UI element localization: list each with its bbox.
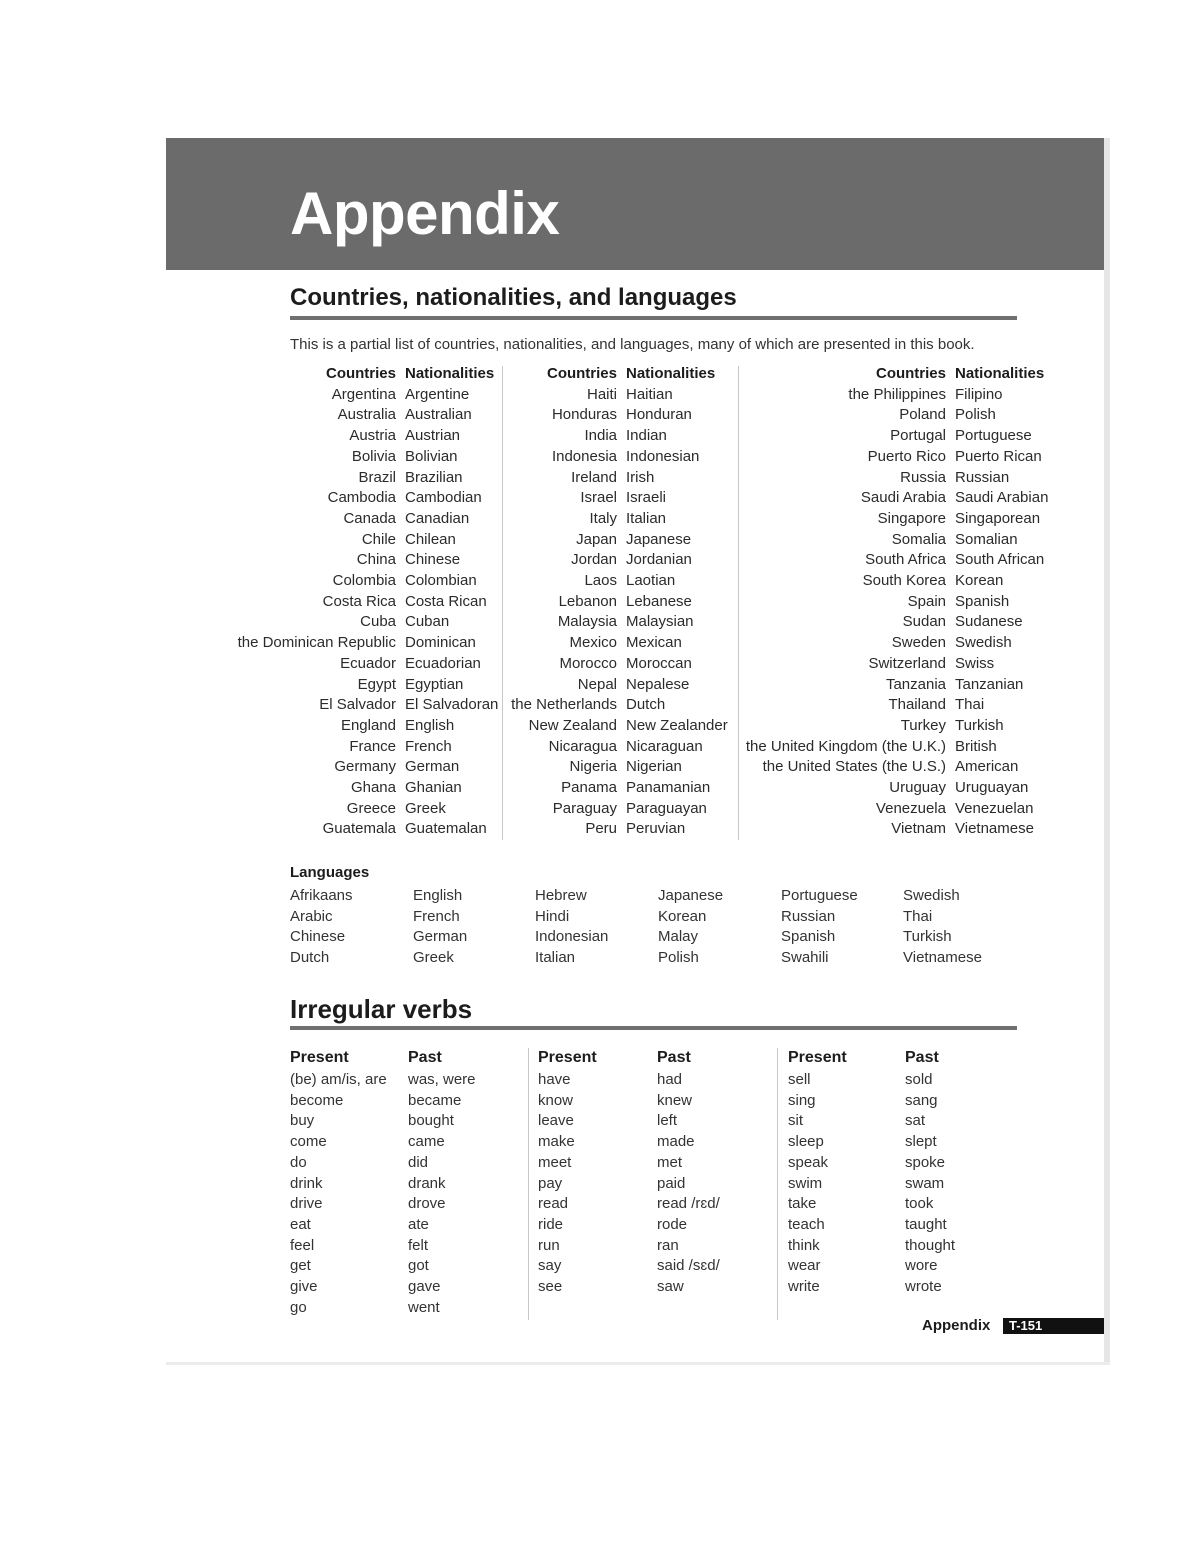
list-item: eat bbox=[290, 1215, 311, 1233]
list-item: Korean bbox=[955, 572, 1004, 590]
list-item: Jordan bbox=[571, 551, 617, 569]
nationalities-column-1 bbox=[405, 364, 498, 840]
verb-list bbox=[657, 1070, 720, 1298]
list-item: Nicaragua bbox=[548, 737, 617, 755]
verb-list bbox=[905, 1070, 955, 1298]
languages-column-4 bbox=[658, 886, 723, 969]
list-item: Russian bbox=[955, 468, 1010, 486]
list-item: Indian bbox=[626, 427, 667, 445]
languages-column-1 bbox=[290, 886, 353, 969]
list-item: get bbox=[290, 1257, 311, 1275]
list-item: had bbox=[657, 1071, 683, 1088]
list-item: Guatemalan bbox=[405, 820, 487, 838]
list-item: came bbox=[408, 1133, 445, 1151]
list-item: Honduran bbox=[626, 406, 692, 424]
list-item: Greek bbox=[405, 799, 446, 817]
list-item: Vietnamese bbox=[955, 820, 1034, 838]
list-item: Portuguese bbox=[781, 887, 858, 904]
column-header-countries: Countries bbox=[875, 365, 946, 382]
list-item: Swiss bbox=[955, 654, 995, 672]
list-item: Uruguayan bbox=[955, 779, 1029, 797]
list-item: sold bbox=[905, 1071, 933, 1088]
list-item: Spanish bbox=[781, 928, 836, 946]
list-item: Panamanian bbox=[626, 779, 711, 797]
countries-column-1 bbox=[238, 364, 396, 840]
list-item: Arabic bbox=[290, 907, 333, 925]
list-item: ran bbox=[657, 1236, 679, 1254]
list-item: wore bbox=[905, 1257, 938, 1275]
nationality-list bbox=[955, 385, 1048, 840]
list-item: Japanese bbox=[626, 530, 692, 548]
list-item: South Africa bbox=[865, 551, 946, 569]
list-item: teach bbox=[788, 1215, 825, 1233]
list-item: Tanzanian bbox=[955, 675, 1024, 693]
countries-section-title: Countries, nationalities, and languages bbox=[290, 284, 737, 311]
list-item: Turkey bbox=[900, 716, 946, 734]
list-item: Filipino bbox=[955, 385, 1003, 403]
list-item: met bbox=[657, 1153, 683, 1171]
list-item: Singaporean bbox=[955, 509, 1041, 527]
list-item: Guatemala bbox=[322, 820, 396, 838]
column-divider bbox=[777, 1048, 778, 1320]
list-item: Thai bbox=[903, 907, 933, 925]
list-item: Cambodia bbox=[327, 489, 396, 507]
list-item: Thai bbox=[955, 696, 985, 714]
list-item: Japan bbox=[576, 530, 617, 548]
column-header-nationalities: Nationalities bbox=[955, 365, 1045, 382]
list-item: said /sɛd/ bbox=[657, 1257, 720, 1275]
verbs-section-rule bbox=[290, 1026, 1017, 1030]
list-item: Israel bbox=[580, 489, 617, 507]
column-header-countries: Countries bbox=[546, 365, 617, 382]
countries-section-rule bbox=[290, 316, 1017, 320]
list-item: Italy bbox=[589, 509, 617, 527]
column-header-present: Present bbox=[290, 1049, 349, 1066]
list-item: sing bbox=[788, 1091, 816, 1109]
list-item: rode bbox=[657, 1215, 688, 1233]
list-item: Polish bbox=[658, 949, 699, 967]
list-item: Sweden bbox=[891, 634, 946, 652]
list-item: Malaysia bbox=[557, 613, 617, 631]
present-column-1 bbox=[290, 1046, 387, 1318]
list-item: Nigerian bbox=[626, 758, 682, 776]
list-item: sat bbox=[905, 1112, 926, 1130]
list-item: Venezuelan bbox=[955, 799, 1034, 817]
list-item: Cuban bbox=[405, 613, 450, 631]
list-item: leave bbox=[538, 1112, 574, 1130]
column-divider bbox=[738, 366, 739, 840]
list-item: Ecuador bbox=[340, 654, 396, 672]
country-list bbox=[238, 385, 396, 840]
list-item: made bbox=[657, 1133, 695, 1151]
list-item: ate bbox=[408, 1215, 429, 1233]
list-item: Indonesia bbox=[551, 447, 617, 465]
list-item: Moroccan bbox=[626, 654, 692, 672]
list-item: Malay bbox=[658, 928, 699, 946]
nationalities-column-2 bbox=[626, 364, 728, 840]
list-item: Colombia bbox=[332, 572, 396, 590]
list-item: Vietnamese bbox=[903, 949, 982, 967]
list-item: saw bbox=[657, 1278, 684, 1296]
list-item: know bbox=[538, 1091, 574, 1109]
column-header-past: Past bbox=[657, 1049, 691, 1066]
list-item: drank bbox=[408, 1174, 446, 1192]
page-number: T-151 bbox=[1003, 1318, 1104, 1334]
list-item: South Korea bbox=[862, 572, 946, 590]
list-item: (be) am/is, are bbox=[290, 1071, 387, 1088]
list-item: British bbox=[955, 737, 997, 755]
list-item: Greece bbox=[346, 799, 396, 817]
list-item: Singapore bbox=[877, 509, 946, 527]
list-item: Laos bbox=[584, 572, 617, 590]
list-item: German bbox=[405, 758, 460, 776]
list-item: Chinese bbox=[290, 928, 346, 946]
list-item: New Zealander bbox=[626, 716, 728, 734]
page-bottom-shadow bbox=[166, 1362, 1110, 1365]
list-item: Spanish bbox=[955, 592, 1010, 610]
list-item: read bbox=[538, 1195, 569, 1213]
list-item: Venezuela bbox=[875, 799, 946, 817]
list-item: Canadian bbox=[405, 509, 470, 527]
list-item: run bbox=[538, 1236, 560, 1254]
list-item: Lebanon bbox=[558, 592, 617, 610]
list-item: Sudanese bbox=[955, 613, 1023, 631]
list-item: Costa Rica bbox=[322, 592, 396, 610]
list-item: New Zealand bbox=[528, 716, 617, 734]
country-list bbox=[511, 385, 617, 840]
list-item: Haiti bbox=[586, 385, 617, 403]
list-item: Argentina bbox=[331, 385, 396, 403]
list-item: say bbox=[538, 1257, 562, 1275]
list-item: got bbox=[408, 1257, 429, 1275]
list-item: went bbox=[408, 1298, 440, 1316]
list-item: Nepal bbox=[577, 675, 617, 693]
list-item: Vietnam bbox=[891, 820, 946, 838]
list-item: Greek bbox=[413, 949, 454, 967]
list-item: Colombian bbox=[405, 572, 477, 590]
languages-column-3 bbox=[535, 886, 608, 969]
list-item: sit bbox=[788, 1112, 803, 1130]
list-item: paid bbox=[657, 1174, 686, 1192]
list-item: Canada bbox=[343, 509, 396, 527]
list-item: Afrikaans bbox=[290, 887, 353, 904]
list-item: Portuguese bbox=[955, 427, 1032, 445]
list-item: Italian bbox=[626, 509, 667, 527]
list-item: go bbox=[290, 1298, 307, 1316]
list-item: take bbox=[788, 1195, 817, 1213]
verb-list bbox=[290, 1070, 387, 1318]
languages-column-2 bbox=[413, 886, 467, 969]
present-column-2 bbox=[538, 1046, 597, 1298]
list-item: Switzerland bbox=[868, 654, 946, 672]
list-item: Bolivia bbox=[351, 447, 396, 465]
list-item: Somalia bbox=[891, 530, 946, 548]
list-item: Turkish bbox=[903, 928, 952, 946]
list-item: the Philippines bbox=[848, 385, 946, 403]
list-item: Nigeria bbox=[569, 758, 617, 776]
list-item: Chinese bbox=[405, 551, 461, 569]
list-item: Nicaraguan bbox=[626, 737, 703, 755]
list-item: French bbox=[405, 737, 452, 755]
list-item: France bbox=[349, 737, 396, 755]
languages-column-5 bbox=[781, 886, 858, 969]
list-item: Brazilian bbox=[405, 468, 463, 486]
list-item: drive bbox=[290, 1195, 323, 1213]
list-item: Russian bbox=[781, 907, 836, 925]
list-item: do bbox=[290, 1153, 307, 1171]
list-item: Peruvian bbox=[626, 820, 686, 838]
list-item: Thailand bbox=[888, 696, 946, 714]
list-item: Swedish bbox=[955, 634, 1012, 652]
list-item: Poland bbox=[899, 406, 946, 424]
list-item: India bbox=[584, 427, 617, 445]
list-item: drink bbox=[290, 1174, 323, 1192]
list-item: pay bbox=[538, 1174, 563, 1192]
list-item: Argentine bbox=[405, 385, 470, 403]
list-item: feel bbox=[290, 1236, 315, 1254]
list-item: swam bbox=[905, 1174, 945, 1192]
list-item: Ecuadorian bbox=[405, 654, 481, 672]
list-item: sell bbox=[788, 1071, 811, 1088]
list-item: Austrian bbox=[405, 427, 461, 445]
list-item: come bbox=[290, 1133, 327, 1151]
list-item: French bbox=[413, 907, 460, 925]
list-item: thought bbox=[905, 1236, 956, 1254]
country-list bbox=[746, 385, 946, 840]
list-item: spoke bbox=[905, 1153, 946, 1171]
column-header-countries: Countries bbox=[325, 365, 396, 382]
list-item: Egyptian bbox=[405, 675, 464, 693]
list-item: gave bbox=[408, 1278, 441, 1296]
list-item: Chile bbox=[361, 530, 396, 548]
list-item: Uruguay bbox=[889, 779, 946, 797]
list-item: did bbox=[408, 1153, 429, 1171]
past-column-1 bbox=[408, 1046, 476, 1318]
list-item: Dutch bbox=[290, 949, 330, 967]
list-item: Paraguayan bbox=[626, 799, 707, 817]
countries-column-2 bbox=[511, 364, 617, 840]
list-item: South African bbox=[955, 551, 1045, 569]
list-item: Cuba bbox=[360, 613, 396, 631]
list-item: Puerto Rican bbox=[955, 447, 1042, 465]
list-item: Morocco bbox=[559, 654, 617, 672]
list-item: Austria bbox=[349, 427, 396, 445]
column-divider bbox=[528, 1048, 529, 1320]
nationalities-column-3 bbox=[955, 364, 1048, 840]
list-item: felt bbox=[408, 1236, 429, 1254]
list-item: Saudi Arabia bbox=[860, 489, 946, 507]
page-title: Appendix bbox=[290, 180, 560, 247]
verb-list bbox=[408, 1070, 476, 1318]
list-item: Ghanian bbox=[405, 779, 462, 797]
list-item: Hebrew bbox=[535, 887, 587, 904]
list-item: Lebanese bbox=[626, 592, 692, 610]
list-item: read /rɛd/ bbox=[657, 1195, 720, 1213]
list-item: German bbox=[413, 928, 468, 946]
languages-column-6 bbox=[903, 886, 982, 969]
list-item: the United Kingdom (the U.K.) bbox=[745, 737, 946, 755]
column-header-nationalities: Nationalities bbox=[405, 365, 495, 382]
page-edge-shadow bbox=[1104, 138, 1110, 1364]
list-item: Egypt bbox=[357, 675, 396, 693]
verb-list bbox=[538, 1070, 597, 1298]
list-item: give bbox=[290, 1278, 318, 1296]
list-item: Germany bbox=[334, 758, 396, 776]
list-item: Nepalese bbox=[626, 675, 690, 693]
list-item: wear bbox=[788, 1257, 821, 1275]
list-item: Irish bbox=[626, 468, 655, 486]
list-item: Brazil bbox=[358, 468, 396, 486]
list-item: slept bbox=[905, 1133, 937, 1151]
column-header-nationalities: Nationalities bbox=[626, 365, 716, 382]
list-item: think bbox=[788, 1236, 820, 1254]
list-item: Indonesian bbox=[626, 447, 700, 465]
list-item: Dutch bbox=[626, 696, 666, 714]
list-item: Japanese bbox=[658, 887, 724, 904]
list-item: see bbox=[538, 1278, 563, 1296]
list-item: Costa Rican bbox=[405, 592, 487, 610]
list-item: became bbox=[408, 1091, 462, 1109]
verbs-section-title: Irregular verbs bbox=[290, 994, 473, 1024]
list-item: taught bbox=[905, 1215, 947, 1233]
list-item: Indonesian bbox=[535, 928, 609, 946]
list-item: meet bbox=[538, 1153, 572, 1171]
list-item: El Salvador bbox=[319, 696, 396, 714]
list-item: become bbox=[290, 1091, 344, 1109]
list-item: knew bbox=[657, 1091, 693, 1109]
column-divider bbox=[502, 366, 503, 840]
list-item: Ghana bbox=[350, 779, 396, 797]
list-item: Puerto Rico bbox=[867, 447, 946, 465]
list-item: Spain bbox=[907, 592, 946, 610]
list-item: sleep bbox=[788, 1133, 824, 1151]
list-item: Peru bbox=[585, 820, 617, 838]
countries-column-3 bbox=[746, 364, 946, 840]
list-item: Sudan bbox=[902, 613, 946, 631]
list-item: Israeli bbox=[626, 489, 667, 507]
column-header-past: Past bbox=[408, 1049, 442, 1066]
list-item: Portugal bbox=[890, 427, 946, 445]
list-item: took bbox=[905, 1195, 934, 1213]
list-item: Malaysian bbox=[626, 613, 694, 631]
list-item: American bbox=[955, 758, 1019, 776]
list-item: Paraguay bbox=[552, 799, 617, 817]
list-item: English bbox=[405, 716, 455, 734]
past-column-3 bbox=[905, 1046, 955, 1298]
list-item: China bbox=[356, 551, 396, 569]
list-item: buy bbox=[290, 1112, 315, 1130]
list-item: Cambodian bbox=[405, 489, 482, 507]
list-item: Bolivian bbox=[405, 447, 458, 465]
list-item: make bbox=[538, 1133, 575, 1151]
list-item: write bbox=[788, 1278, 820, 1296]
list-item: Honduras bbox=[551, 406, 617, 424]
list-item: drove bbox=[408, 1195, 446, 1213]
list-item: El Salvadoran bbox=[405, 696, 499, 714]
list-item: wrote bbox=[905, 1278, 942, 1296]
list-item: England bbox=[340, 716, 396, 734]
verb-list bbox=[788, 1070, 847, 1298]
column-header-present: Present bbox=[788, 1049, 847, 1066]
list-item: left bbox=[657, 1112, 678, 1130]
list-item: Korean bbox=[658, 907, 707, 925]
list-item: the Netherlands bbox=[511, 696, 617, 714]
list-item: Swedish bbox=[903, 887, 960, 904]
column-header-present: Present bbox=[538, 1049, 597, 1066]
languages-heading: Languages bbox=[290, 864, 370, 881]
present-column-3 bbox=[788, 1046, 847, 1298]
list-item: speak bbox=[788, 1153, 829, 1171]
list-item: have bbox=[538, 1071, 571, 1088]
list-item: Polish bbox=[955, 406, 996, 424]
nationality-list bbox=[626, 385, 728, 840]
list-item: Russia bbox=[900, 468, 946, 486]
column-header-past: Past bbox=[905, 1049, 939, 1066]
list-item: Tanzania bbox=[885, 675, 946, 693]
list-item: was, were bbox=[408, 1071, 476, 1088]
list-item: Dominican bbox=[405, 634, 476, 652]
list-item: the Dominican Republic bbox=[237, 634, 396, 652]
list-item: sang bbox=[905, 1091, 938, 1109]
nationality-list bbox=[405, 385, 498, 840]
list-item: Mexican bbox=[626, 634, 682, 652]
list-item: ride bbox=[538, 1215, 564, 1233]
list-item: the United States (the U.S.) bbox=[762, 758, 946, 776]
list-item: English bbox=[413, 887, 463, 904]
list-item: Somalian bbox=[955, 530, 1018, 548]
list-item: Panama bbox=[561, 779, 617, 797]
past-column-2 bbox=[657, 1046, 720, 1298]
list-item: Australia bbox=[337, 406, 396, 424]
list-item: swim bbox=[788, 1174, 823, 1192]
countries-intro: This is a partial list of countries, nationalities, and languages, many of which are presented in this book. bbox=[290, 336, 975, 353]
footer-label: Appendix bbox=[922, 1317, 991, 1334]
list-item: bought bbox=[408, 1112, 454, 1130]
list-item: Australian bbox=[405, 406, 472, 424]
list-item: Mexico bbox=[569, 634, 617, 652]
list-item: Laotian bbox=[626, 572, 676, 590]
list-item: Turkish bbox=[955, 716, 1004, 734]
list-item: Saudi Arabian bbox=[955, 489, 1049, 507]
list-item: Ireland bbox=[571, 468, 617, 486]
list-item: Italian bbox=[535, 949, 576, 967]
list-item: Hindi bbox=[535, 907, 570, 925]
list-item: Jordanian bbox=[626, 551, 692, 569]
list-item: Chilean bbox=[405, 530, 456, 548]
list-item: Haitian bbox=[626, 385, 673, 403]
list-item: Swahili bbox=[781, 949, 829, 967]
